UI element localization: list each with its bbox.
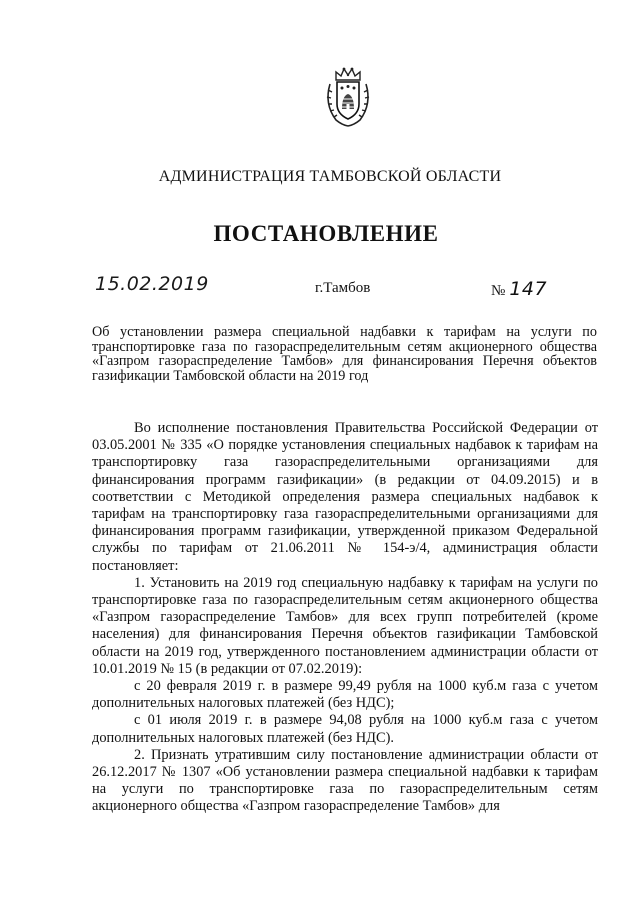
organization-name: АДМИНИСТРАЦИЯ ТАМБОВСКОЙ ОБЛАСТИ (158, 168, 502, 185)
coat-of-arms-icon (322, 66, 374, 128)
item-1a-paragraph: с 20 февраля 2019 г. в размере 99,49 рубля на 1000 куб.м газа с учетом дополнительных налоговых платежей (без НДС); (92, 678, 598, 712)
item-1-paragraph: 1. Установить на 2019 год специальную надбавку к тарифам на услуги по транспортировке газа по газораспределительным сетям акционерного общества «Газпром газораспределение Тамбов» для всех групп потребителей (кроме населения) для финансирования Перечня объектов газификации Тамбовской области на 2019 год, утвержденного постановлением администрации области от 10.01.2019 № 15 (в редакции от 07.02.2019): (92, 574, 598, 677)
document-number (491, 278, 547, 300)
document-body (92, 420, 598, 816)
document-date-handwritten: 15.02.2019 (95, 273, 209, 295)
number-label: № (491, 283, 506, 299)
document-type-title: ПОСТАНОВЛЕНИЕ (213, 221, 439, 246)
item-2-paragraph: 2. Признать утратившим силу постановление администрации области от 26.12.2017 № 1307 «Об установлении размера специальной надбавки к тарифам на услуги по транспортировке газа по газораспределительным сетям акционерного общества «Газпром газораспределение Тамбов» для (92, 746, 598, 815)
item-1b-paragraph: с 01 июля 2019 г. в размере 94,08 рубля на 1000 куб.м газа с учетом дополнительных налоговых платежей (без НДС). (92, 712, 598, 746)
preamble-paragraph: Во исполнение постановления Правительства Российской Федерации от 03.05.2001 № 335 «О порядке установления специальных надбавок к тарифам на транспортировку газа газораспределительными организациями для финансирования программ газификации» (в редакции от 04.09.2015) и в соответствии с Методикой определения размера специальных надбавок к тарифам на транспортировку газа газораспределительными организациями для финансирования программ газификации, утвержденной приказом Федеральной службы по тарифам от 21.06.2011 № 154-э/4, администрация области постановляет: (92, 420, 598, 574)
number-handwritten: 147 (509, 278, 548, 300)
document-subject: Об установлении размера специальной надбавки к тарифам на услуги по транспортировке газа по газораспределительным сетям акционерного общества «Газпром газораспределение Тамбов» для финансирования Перечня объектов газификации Тамбовской области на 2019 год (92, 324, 597, 384)
city-name: г.Тамбов (315, 280, 371, 296)
